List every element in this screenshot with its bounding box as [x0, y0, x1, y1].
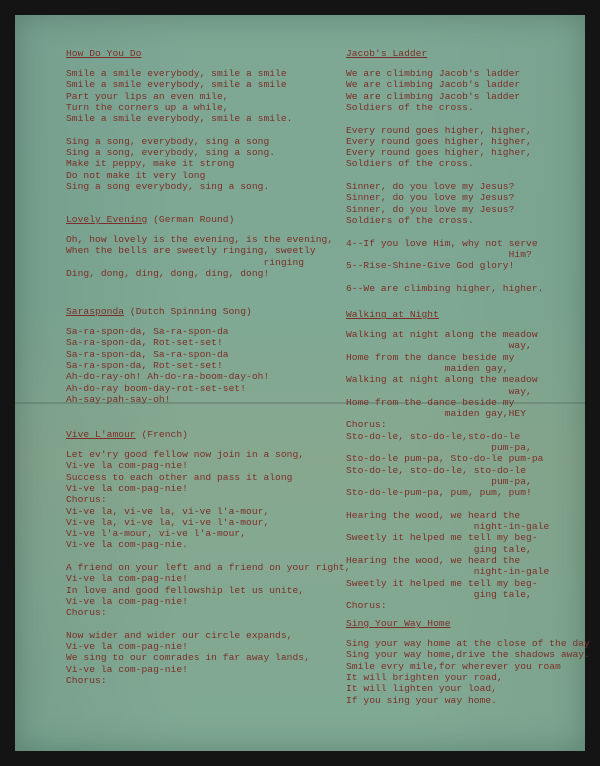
lyric-line: 6--We are climbing higher, higher.: [346, 282, 544, 294]
lyric-line: Vi-ve la com-pag-nie!: [66, 460, 188, 472]
song-subtitle: (Dutch Spinning Song): [124, 306, 252, 317]
lyric-line: It will brighten your road,: [346, 671, 503, 683]
lyric-line: It will lighten your load,: [346, 683, 497, 695]
lyric-line: Success to each other and pass it along: [66, 471, 293, 483]
lyric-line: pum-pa,: [346, 442, 532, 453]
lyric-line: Do not make it very long: [66, 169, 206, 181]
lyric-line: Every round goes higher, higher,: [346, 135, 532, 147]
lyric-line: ringing: [66, 256, 305, 268]
lyric-line: Sing a song, everybody, sing a song: [66, 135, 270, 147]
lyric-line: Vi-ve l'a-mour, vi-ve l'a-mour,: [66, 528, 247, 540]
lyric-line: Sa-ra-spon-da, Sa-ra-spon-da: [66, 348, 229, 360]
song-title-text: Walking at Night: [346, 309, 439, 320]
lyric-line: night-in-gale: [346, 521, 550, 533]
lyric-line: Vi-ve la, vi-ve la, vi-ve l'a-mour,: [66, 505, 270, 517]
lyric-line: Home from the dance beside my: [346, 351, 515, 363]
lyric-line: Ah-do-ray boom-day-rot-set-set!: [66, 382, 247, 394]
lyric-line: Sto-do-le, sto-do-le, sto-do-le: [346, 464, 527, 476]
lyric-line: Sto-do-le-pum-pa, pum, pum, pum!: [346, 487, 532, 499]
lyric-line: Ding, dong, ding, dong, ding, dong!: [66, 267, 270, 279]
lyric-line: Vi-ve la com-pag-nie!: [66, 663, 188, 675]
song-title-text: Sing Your Way Home: [346, 618, 451, 629]
lyric-line: Chorus:: [66, 494, 107, 506]
lyric-line: Oh, how lovely is the evening, is the evening,: [66, 234, 334, 245]
lyric-line: Soldiers of the cross.: [346, 101, 474, 113]
lyric-line: Chorus:: [346, 600, 387, 612]
lyric-line: Hearing the wood, we heard the: [346, 509, 521, 521]
song-title-text: Jacob's Ladder: [346, 48, 428, 59]
lyric-line: Vi-ve la com-pag-nie!: [66, 573, 188, 585]
lyric-line: Vi-ve la com-pag-nie.: [66, 539, 188, 551]
lyric-line: Sto-do-le, sto-do-le,sto-do-le: [346, 430, 521, 442]
song-subtitle: (French): [135, 429, 188, 440]
song-title: [66, 429, 188, 440]
lyric-line: Sinner, do you love my Jesus?: [346, 192, 515, 204]
song-title-text: Sarasponda: [66, 306, 125, 317]
lyric-line: Sing your way home at the close of the day: [346, 638, 590, 649]
song-title-text: How Do You Do: [66, 48, 142, 59]
lyric-line: In love and good fellowship let us unite,: [66, 584, 305, 596]
lyric-line: Sing a song, everybody, sing a song.: [66, 147, 276, 159]
song-title-text: Vive L'amour: [66, 429, 136, 440]
lyric-line: Smile a smile everybody, smile a smile.: [66, 113, 293, 125]
lyric-line: Sa-ra-spon-da, Sa-ra-spon-da: [66, 326, 229, 337]
song-title: [66, 306, 252, 317]
lyric-line: Every round goes higher, higher,: [346, 124, 532, 136]
lyric-line: Smile evry mile,for wherever you roam: [346, 660, 561, 672]
lyric-line: 5--Rise-Shine-Give God glory!: [346, 260, 515, 272]
song-title: [66, 214, 234, 225]
lyric-line: Walking at night along the meadow: [346, 374, 538, 386]
lyric-line: A friend on your left and a friend on your right,: [66, 562, 351, 573]
lyric-line: ging tale,: [346, 543, 532, 555]
lyric-line: We are climbing Jacob's ladder: [346, 68, 521, 79]
lyric-line: Now wider and wider our circle expands,: [66, 629, 293, 641]
song-title: [346, 48, 427, 59]
lyric-line: We are climbing Jacob's ladder: [346, 79, 521, 91]
lyric-line: maiden gay,: [346, 362, 509, 374]
song-subtitle: (German Round): [147, 214, 235, 225]
lyric-line: Every round goes higher, higher,: [346, 147, 532, 159]
lyric-line: 4--If you love Him, why not serve: [346, 237, 538, 249]
lyric-line: When the bells are sweetly ringing, sweetly: [66, 245, 316, 257]
lyric-line: We are climbing Jacob's ladder: [346, 90, 521, 102]
lyric-line: Sing your way home,drive the shadows away.: [346, 649, 590, 661]
lyric-line: Home from the dance beside my: [346, 396, 515, 408]
lyric-line: Turn the corners up a while,: [66, 101, 229, 113]
lyric-line: Vi-ve la, vi-ve la, vi-ve l'a-mour,: [66, 516, 270, 528]
lyric-line: Him?: [346, 248, 532, 260]
lyric-line: Sinner, do you love my Jesus?: [346, 181, 515, 192]
lyric-line: Chorus:: [66, 675, 107, 686]
lyric-line: Sweetly it helped me tell my beg-: [346, 577, 538, 589]
lyric-line: night-in-gale: [346, 566, 550, 578]
lyric-line: Sa-ra-spon-da, Rot-set-set!: [66, 359, 223, 371]
lyric-line: ging tale,: [346, 588, 532, 600]
lyric-line: Part your lips an even mile,: [66, 90, 229, 102]
lyric-line: Soldiers of the cross.: [346, 158, 474, 170]
lyric-line: Chorus:: [346, 419, 387, 431]
lyric-line: Sing a song everybody, sing a song.: [66, 181, 270, 192]
lyric-line: Let ev'ry good fellow now join in a song,: [66, 449, 305, 460]
lyric-line: maiden gay,HEY: [346, 408, 527, 420]
song-title: [66, 48, 142, 59]
song-title: [346, 618, 451, 629]
lyric-line: Smile a smile everybody, smile a smile: [66, 68, 287, 79]
lyric-line: We sing to our comrades in far away lands,: [66, 652, 310, 664]
lyric-line: Walking at night along the meadow: [346, 329, 538, 340]
lyric-line: Hearing the wood, we heard the: [346, 555, 521, 566]
lyric-line: Sweetly it helped me tell my beg-: [346, 532, 538, 544]
lyric-line: way,: [346, 340, 532, 352]
lyric-line: Chorus:: [66, 607, 107, 619]
lyric-line: Vi-ve la com-pag-nie!: [66, 641, 188, 653]
lyric-line: Sa-ra-spon-da, Rot-set-set!: [66, 337, 223, 349]
lyric-line: Ah-do-ray-oh! Ah-do-ra-boom-day-oh!: [66, 371, 270, 383]
lyric-line: way,: [346, 385, 532, 397]
lyric-line: Sto-do-le pum-pa, Sto-do-le pum-pa: [346, 453, 544, 465]
lyric-line: pum-pa,: [346, 475, 532, 487]
song-title-text: Lovely Evening: [66, 214, 148, 225]
lyric-line: Vi-ve la com-pag-nie!: [66, 595, 188, 607]
lyric-line: Sinner, do you love my Jesus?: [346, 203, 515, 215]
lyric-line: Make it peppy, make it strong: [66, 158, 235, 170]
lyric-line: Soldiers of the cross.: [346, 214, 474, 226]
song-title: [346, 309, 439, 320]
lyric-line: If you sing your way home.: [346, 694, 497, 706]
lyric-line: Smile a smile everybody, smile a smile: [66, 79, 287, 91]
lyric-line: Ah-say-pah-say-oh!: [66, 393, 171, 405]
lyric-line: Vi-ve la com-pag-nie!: [66, 482, 188, 494]
